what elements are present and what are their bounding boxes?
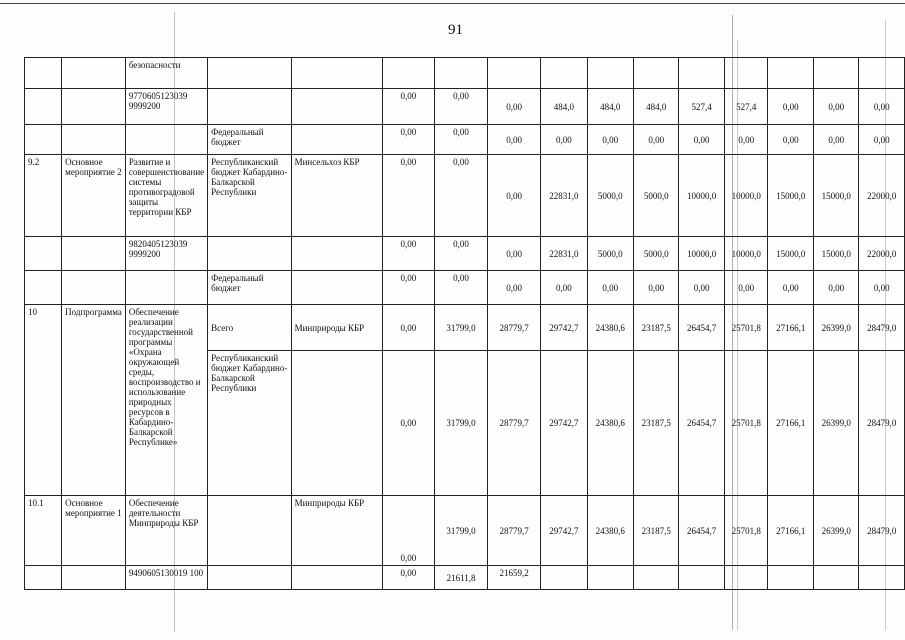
table-cell: 484,0 bbox=[541, 89, 587, 125]
table-cell: 10000,0 bbox=[679, 237, 724, 271]
table-cell: Федеральный бюджет bbox=[208, 271, 291, 305]
table-cell: 21659,2 bbox=[488, 566, 541, 590]
table-cell: безопасности bbox=[125, 58, 207, 89]
table-cell: 5000,0 bbox=[633, 237, 678, 271]
table-cell: 0,00 bbox=[382, 125, 434, 155]
table-cell: 0,00 bbox=[813, 271, 858, 305]
table-cell: 0,00 bbox=[768, 125, 813, 155]
table-cell: 527,4 bbox=[724, 89, 768, 125]
table-cell: 27166,1 bbox=[768, 496, 813, 566]
table-cell: 0,00 bbox=[679, 125, 724, 155]
table-cell bbox=[587, 566, 633, 590]
table-cell: 0,00 bbox=[813, 89, 858, 125]
table-cell: 5000,0 bbox=[633, 155, 678, 237]
table-cell bbox=[25, 58, 62, 89]
table-cell: Минприроды КБР bbox=[291, 305, 382, 351]
scan-artifact-line bbox=[174, 12, 175, 632]
table-cell: 9770605123039 9999200 bbox=[125, 89, 207, 125]
table-row bbox=[25, 305, 905, 351]
table-cell: 10000,0 bbox=[724, 155, 768, 237]
scan-artifact-line bbox=[737, 40, 738, 630]
table-cell: 0,00 bbox=[488, 237, 541, 271]
table-cell bbox=[291, 58, 382, 89]
table-cell: 26454,7 bbox=[679, 351, 724, 496]
table-row bbox=[25, 271, 905, 305]
table-cell: 0,00 bbox=[488, 155, 541, 237]
scan-artifact-line bbox=[732, 15, 733, 630]
table-cell: 0,00 bbox=[633, 125, 678, 155]
table-cell: 0,00 bbox=[859, 271, 905, 305]
table-cell: 29742,7 bbox=[541, 496, 587, 566]
table-cell bbox=[768, 58, 813, 89]
table-cell: 28479,0 bbox=[859, 351, 905, 496]
table-cell bbox=[859, 566, 905, 590]
table-cell: 0,00 bbox=[435, 237, 488, 271]
table-cell: 25701,8 bbox=[724, 351, 768, 496]
table-row bbox=[25, 58, 905, 89]
table-cell bbox=[62, 271, 126, 305]
table-cell: Республиканский бюджет Кабардино-Балкарской Республики bbox=[208, 351, 291, 496]
table-cell: Обеспечение деятельности Минприроды КБР bbox=[125, 496, 207, 566]
table-cell: 484,0 bbox=[633, 89, 678, 125]
table-cell: 26399,0 bbox=[813, 305, 858, 351]
table-cell: 0,00 bbox=[488, 271, 541, 305]
table-cell: 15000,0 bbox=[813, 155, 858, 237]
table-cell bbox=[633, 566, 678, 590]
table-cell bbox=[859, 58, 905, 89]
table-cell: 25701,8 bbox=[724, 305, 768, 351]
table-cell: 0,00 bbox=[541, 271, 587, 305]
table-cell bbox=[724, 566, 768, 590]
table-cell: 28779,7 bbox=[488, 496, 541, 566]
table-cell: 27166,1 bbox=[768, 351, 813, 496]
table-cell bbox=[541, 58, 587, 89]
table-cell bbox=[62, 58, 126, 89]
table-cell bbox=[587, 58, 633, 89]
table-cell: 0,00 bbox=[813, 125, 858, 155]
table-cell: 22000,0 bbox=[859, 155, 905, 237]
table-cell: Минсельхоз КБР bbox=[291, 155, 382, 237]
table-cell: 5000,0 bbox=[587, 155, 633, 237]
table-cell bbox=[768, 566, 813, 590]
table-cell bbox=[62, 566, 126, 590]
table-cell: 0,00 bbox=[679, 271, 724, 305]
table-cell: 0,00 bbox=[435, 155, 488, 237]
table-cell bbox=[291, 271, 382, 305]
table-cell: Основное мероприятие 1 bbox=[62, 496, 126, 566]
table-cell: 0,00 bbox=[768, 89, 813, 125]
table-cell bbox=[291, 566, 382, 590]
table-cell: 0,00 bbox=[488, 89, 541, 125]
table-cell bbox=[125, 125, 207, 155]
table-cell: Минприроды КБР bbox=[291, 496, 382, 566]
table-cell: 24380,6 bbox=[587, 351, 633, 496]
table-cell: 0,00 bbox=[541, 125, 587, 155]
table-row bbox=[25, 89, 905, 125]
table-cell bbox=[208, 496, 291, 566]
budget-table bbox=[24, 57, 905, 590]
table-cell: 0,00 bbox=[382, 237, 434, 271]
table-cell bbox=[679, 58, 724, 89]
table-cell: 10 bbox=[25, 305, 62, 496]
table-cell: 23187,5 bbox=[633, 305, 678, 351]
table-cell bbox=[62, 89, 126, 125]
table-cell: 28479,0 bbox=[859, 496, 905, 566]
table-cell: 24380,6 bbox=[587, 305, 633, 351]
table-row bbox=[25, 566, 905, 590]
table-cell: 0,00 bbox=[382, 496, 434, 566]
table-cell: 0,00 bbox=[724, 125, 768, 155]
table-cell: 527,4 bbox=[679, 89, 724, 125]
table-cell bbox=[724, 58, 768, 89]
table-cell: 0,00 bbox=[435, 89, 488, 125]
table-cell: Федеральный бюджет bbox=[208, 125, 291, 155]
table-cell bbox=[488, 58, 541, 89]
table-row bbox=[25, 496, 905, 566]
table-cell: 15000,0 bbox=[768, 237, 813, 271]
table-cell: Развитие и совершенствование системы противоградовой защиты территории КБР bbox=[125, 155, 207, 237]
table-cell bbox=[25, 89, 62, 125]
table-cell: 22831,0 bbox=[541, 155, 587, 237]
table-cell: 31799,0 bbox=[435, 305, 488, 351]
table-cell bbox=[208, 237, 291, 271]
table-cell: 31799,0 bbox=[435, 351, 488, 496]
table-cell: 28779,7 bbox=[488, 305, 541, 351]
table-cell: 26399,0 bbox=[813, 496, 858, 566]
table-row bbox=[25, 125, 905, 155]
table-cell: 21611,8 bbox=[435, 566, 488, 590]
table-cell: 0,00 bbox=[382, 271, 434, 305]
table-cell: 0,00 bbox=[382, 351, 434, 496]
table-cell: 0,00 bbox=[382, 155, 434, 237]
table-cell bbox=[291, 351, 382, 496]
table-cell bbox=[291, 125, 382, 155]
table-cell: 26454,7 bbox=[679, 305, 724, 351]
table-cell: 0,00 bbox=[859, 89, 905, 125]
table-cell: 0,00 bbox=[587, 125, 633, 155]
table-cell bbox=[25, 125, 62, 155]
table-cell bbox=[382, 58, 434, 89]
table-cell: 31799,0 bbox=[435, 496, 488, 566]
table-cell: Основное мероприятие 2 bbox=[62, 155, 126, 237]
table-cell: 15000,0 bbox=[813, 237, 858, 271]
table-cell bbox=[62, 237, 126, 271]
table-cell: 29742,7 bbox=[541, 351, 587, 496]
table-cell: 28779,7 bbox=[488, 351, 541, 496]
table-cell: 0,00 bbox=[435, 125, 488, 155]
top-border-line bbox=[0, 3, 905, 4]
table-cell: 22000,0 bbox=[859, 237, 905, 271]
table-cell: 0,00 bbox=[724, 271, 768, 305]
page-number: 91 bbox=[448, 22, 463, 38]
table-cell: 9820405123039 9999200 bbox=[125, 237, 207, 271]
table-cell: 484,0 bbox=[587, 89, 633, 125]
table-cell: 27166,1 bbox=[768, 305, 813, 351]
table-cell: Подпрограмма bbox=[62, 305, 126, 496]
table-cell bbox=[25, 566, 62, 590]
table-cell: 24380,6 bbox=[587, 496, 633, 566]
table-cell: 23187,5 bbox=[633, 351, 678, 496]
table-cell bbox=[25, 237, 62, 271]
table-cell: 23187,5 bbox=[633, 496, 678, 566]
table-cell: 22831,0 bbox=[541, 237, 587, 271]
table-cell bbox=[813, 58, 858, 89]
table-cell: 26399,0 bbox=[813, 351, 858, 496]
table-cell: 10000,0 bbox=[724, 237, 768, 271]
table-cell: 28479,0 bbox=[859, 305, 905, 351]
table-cell: 0,00 bbox=[382, 566, 434, 590]
table-cell bbox=[541, 566, 587, 590]
table-cell: Республиканский бюджет Кабардино-Балкарской Республики bbox=[208, 155, 291, 237]
table-cell: 26454,7 bbox=[679, 496, 724, 566]
table-cell bbox=[208, 566, 291, 590]
table-cell: Всего bbox=[208, 305, 291, 351]
table-cell bbox=[633, 58, 678, 89]
table-cell bbox=[208, 89, 291, 125]
table-cell bbox=[208, 58, 291, 89]
table-cell bbox=[679, 566, 724, 590]
table-cell bbox=[291, 89, 382, 125]
table-cell: 9.2 bbox=[25, 155, 62, 237]
table-cell: 10000,0 bbox=[679, 155, 724, 237]
table-cell: 0,00 bbox=[587, 271, 633, 305]
table-row bbox=[25, 237, 905, 271]
table-cell bbox=[25, 271, 62, 305]
table-cell: 29742,7 bbox=[541, 305, 587, 351]
table-cell bbox=[62, 125, 126, 155]
table-cell: 15000,0 bbox=[768, 155, 813, 237]
table-cell: 5000,0 bbox=[587, 237, 633, 271]
table-cell: 0,00 bbox=[382, 89, 434, 125]
table-cell: 0,00 bbox=[859, 125, 905, 155]
table-cell: 0,00 bbox=[488, 125, 541, 155]
table-cell bbox=[125, 271, 207, 305]
table-cell: 10.1 bbox=[25, 496, 62, 566]
table-cell bbox=[291, 237, 382, 271]
table-cell: Обеспечение реализации государственной программы «Охрана окружающей среды, воспроизводство и использование природных ресурсов в Кабардино-Балкарской Республике» bbox=[125, 305, 207, 496]
table-cell: 0,00 bbox=[768, 271, 813, 305]
table-cell bbox=[435, 58, 488, 89]
table-cell: 0,00 bbox=[633, 271, 678, 305]
table-cell bbox=[813, 566, 858, 590]
table-cell: 9490605130019 100 bbox=[125, 566, 207, 590]
table-row bbox=[25, 155, 905, 237]
table-cell: 0,00 bbox=[435, 271, 488, 305]
table-cell: 0,00 bbox=[382, 305, 434, 351]
table-cell: 25701,8 bbox=[724, 496, 768, 566]
scan-artifact-line bbox=[885, 20, 886, 630]
